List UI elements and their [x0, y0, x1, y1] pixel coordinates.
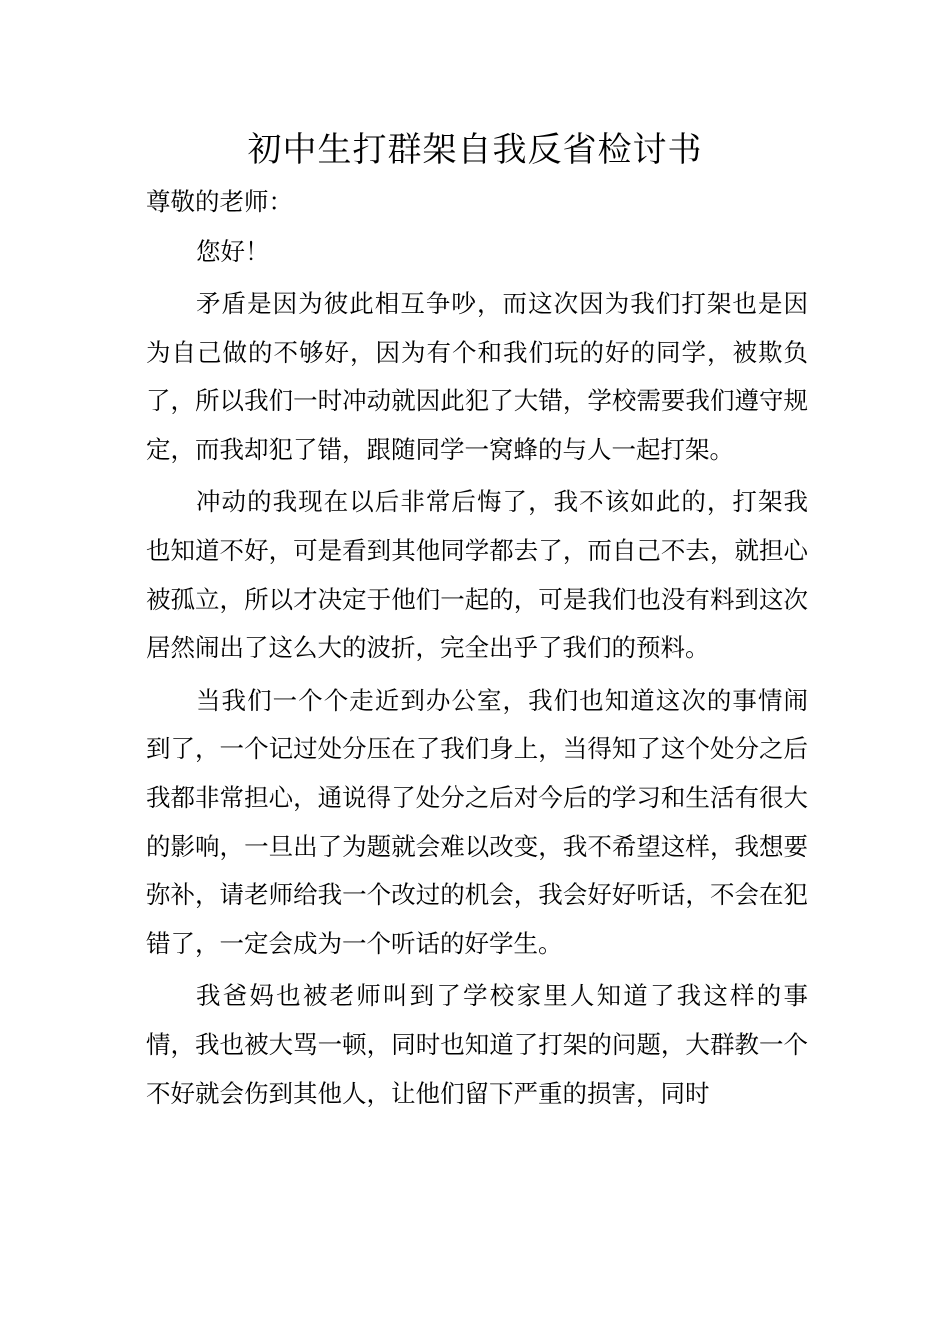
paragraph-2: 冲动的我现在以后非常后悔了，我不该如此的，打架我也知道不好，可是看到其他同学都去了，而自己不去，就担心被孤立，所以才决定于他们一起的，可是我们也没有料到这次居然闹出了这么大的波折，完全出乎了我们的预料。	[146, 487, 808, 663]
document-title: 初中生打群架自我反省检讨书	[247, 130, 703, 170]
greeting: 您好！	[196, 237, 270, 266]
paragraph-3: 当我们一个个走近到办公室，我们也知道这次的事情闹到了，一个记过处分压在了我们身上，当得知了这个处分之后我都非常担心，通说得了处分之后对今后的学习和生活有很大的影响，一旦出了为题就会难以改变，我不希望这样，我想要弥补，请老师给我一个改过的机会，我会好好听话，不会在犯错了，一定会成为一个听话的好学生。	[146, 685, 808, 958]
paragraph-1: 矛盾是因为彼此相互争吵，而这次因为我们打架也是因为自己做的不够好，因为有个和我们玩的好的同学，被欺负了，所以我们一时冲动就因此犯了大错，学校需要我们遵守规定，而我却犯了错，跟随同学一窝蜂的与人一起打架。	[146, 289, 808, 464]
paragraph-4: 我爸妈也被老师叫到了学校家里人知道了我这样的事情，我也被大骂一顿，同时也知道了打架的问题，大群教一个不好就会伤到其他人，让他们留下严重的损害，同时	[146, 981, 808, 1108]
document-body	[146, 180, 808, 1118]
salutation: 尊敬的老师：	[146, 187, 293, 216]
